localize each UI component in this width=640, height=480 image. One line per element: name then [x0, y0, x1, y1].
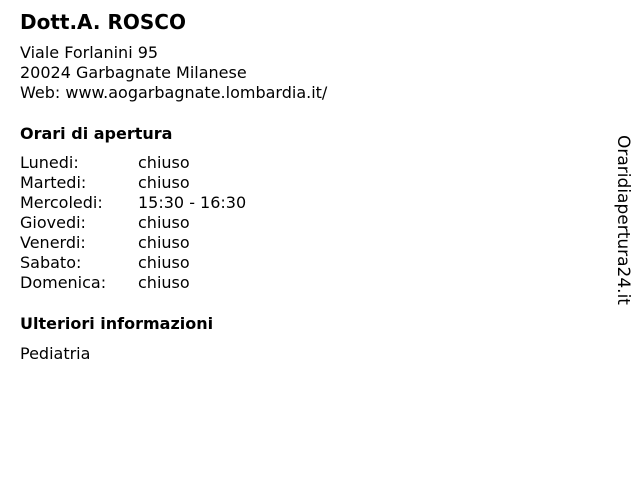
day-hours: chiuso: [138, 173, 190, 192]
day-label: Lunedi:: [20, 153, 79, 172]
additional-info-heading: Ulteriori informazioni: [20, 314, 214, 333]
day-label: Domenica:: [20, 273, 107, 292]
day-hours: chiuso: [138, 233, 190, 252]
address-street: Viale Forlanini 95: [20, 43, 159, 62]
day-hours: 15:30 - 16:30: [138, 193, 247, 212]
website-link[interactable]: Web: www.aogarbagnate.lombardia.it/: [20, 83, 328, 102]
page-title: Dott.A. ROSCO: [20, 10, 186, 34]
site-watermark: Oraridiapertura24.it: [613, 135, 633, 305]
day-hours: chiuso: [138, 253, 190, 272]
day-label: Giovedi:: [20, 213, 86, 232]
address-block: [20, 43, 327, 103]
additional-info-text: Pediatria: [20, 344, 91, 363]
day-hours: chiuso: [138, 213, 190, 232]
opening-hours-heading: Orari di apertura: [20, 124, 173, 143]
address-city: 20024 Garbagnate Milanese: [20, 63, 247, 82]
day-label: Venerdi:: [20, 233, 86, 252]
day-hours: chiuso: [138, 273, 190, 292]
day-label: Martedi:: [20, 173, 87, 192]
day-hours: chiuso: [138, 153, 190, 172]
day-label: Sabato:: [20, 253, 82, 272]
day-label: Mercoledi:: [20, 193, 103, 212]
